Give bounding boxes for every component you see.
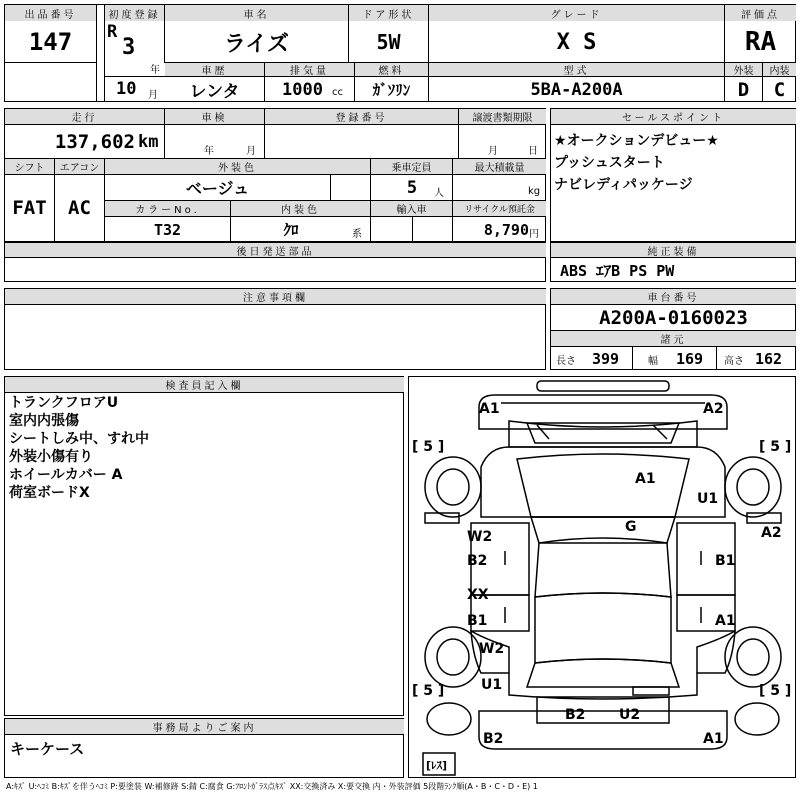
notice-label: 注意事項欄 (5, 289, 546, 304)
capacity-unit: 人 (434, 187, 444, 199)
regno-label: 登録番号 (265, 109, 458, 124)
lot-number: 147 (28, 28, 73, 56)
recycle-fee: 8,790 (483, 220, 529, 239)
damage-left-front-door: B2 (467, 553, 488, 569)
damage-left-rear-pillar: W2 (479, 641, 505, 657)
damage-right-front-door: B1 (715, 553, 736, 569)
inspector-label: 検査員記入欄 (5, 377, 404, 392)
reg-month-unit: 月 (148, 89, 158, 101)
damage-code-legend: A:ｷｽﾞ U:ﾍｺﾐ B:ｷｽﾞを伴うﾍｺﾐ P:要塗装 W:補修跡 S:錆 C:腐食 G:ﾌﾛﾝﾄｶﾞﾗｽ点ｷｽﾞ XX:交換済み X:要交換 内・外装評価 5段階ﾗﾝｸ順(A・B・C・D・E) 1 (6, 782, 538, 791)
fuel: ｶﾞｿﾘﾝ (372, 81, 411, 99)
inspection-month-unit: 月 (246, 145, 256, 157)
ext-rating: D (737, 78, 750, 101)
height: 162 (755, 349, 783, 368)
ext-label: 外装 (725, 63, 762, 76)
inspector-note: シートしみ中、すれ中 (9, 431, 149, 447)
damage-rear-bumper-left: B2 (483, 731, 504, 747)
shift: FAT (12, 197, 47, 219)
reg-label: 初度登録 (105, 5, 164, 21)
office-note: キーケース (10, 739, 85, 758)
damage-left-rear-door-upper: XX (467, 587, 489, 603)
grade-label: グレード (429, 5, 724, 21)
colorno-label: カラーNo. (105, 201, 230, 216)
inspector-notes (9, 394, 399, 502)
chassis-label: 車台番号 (551, 289, 796, 304)
dims-label: 諸元 (551, 331, 796, 346)
lot-label: 出品番号 (5, 5, 96, 21)
transfer-label: 譲渡書類期限 (459, 109, 546, 124)
equipment-label: 純正装備 (551, 243, 796, 257)
car-name: ライズ (223, 31, 290, 57)
displacement: 1000 (282, 79, 323, 100)
sales-point: ナビレディパッケージ (554, 177, 693, 193)
capacity-label: 乗車定員 (371, 159, 452, 174)
width: 169 (676, 349, 704, 368)
inspector-note: 荷室ボードX (9, 485, 90, 501)
color-number: T32 (153, 220, 182, 239)
height-label: 高さ (724, 355, 744, 367)
exterior-color: ベージュ (185, 179, 250, 198)
sales-points-label: セールスポイント (551, 109, 796, 124)
reg-year-unit: 年 (150, 64, 160, 76)
tire-rr-depth: [ 5 ] (759, 683, 792, 699)
model-code: 5BA-A200A (530, 79, 623, 100)
damage-left-rear-door: B1 (467, 613, 488, 629)
transfer-day-unit: 日 (528, 145, 538, 157)
history: レンタ (189, 82, 240, 102)
reg-year: 3 (122, 34, 136, 60)
model-label: 型式 (429, 63, 724, 76)
sales-point: ★オークションデビュー★ (554, 133, 719, 149)
disp-unit: cc (332, 86, 343, 98)
color-label: 外装色 (105, 159, 370, 174)
int-label: 内装 (763, 63, 796, 76)
inspector-note: ホイールカバー A (9, 467, 123, 483)
spare-tire-label: [ﾚｽ] (426, 759, 448, 772)
damage-rear-center-left: B2 (565, 707, 586, 723)
later-parts-label: 後日発送部品 (5, 243, 546, 257)
tire-rl-depth: [ 5 ] (412, 683, 445, 699)
width-label: 幅 (648, 355, 658, 367)
tire-fl-depth: [ 5 ] (412, 439, 445, 455)
length: 399 (592, 349, 620, 368)
air-conditioner: AC (68, 197, 91, 219)
ac-label: エアコン (55, 159, 104, 174)
damage-right-rear-door: A1 (715, 613, 736, 629)
length-label: 長さ (556, 355, 576, 367)
car-damage-diagram (408, 376, 796, 778)
mileage: 137,602 (54, 131, 135, 153)
inspector-note: トランクフロアU (9, 395, 119, 411)
damage-hood: A1 (635, 471, 656, 487)
disp-label: 排気量 (265, 63, 354, 76)
int-rating: C (773, 78, 786, 101)
inspector-note: 室内内張傷 (9, 413, 79, 429)
sales-points-list (554, 130, 794, 196)
inspection-label: 車検 (165, 109, 264, 124)
score-label: 評価点 (725, 5, 796, 21)
load-label: 最大積載量 (453, 159, 546, 174)
office-label: 事務局よりご案内 (5, 719, 404, 734)
inspector-note: 外装小傷有り (9, 449, 93, 465)
damage-front-bumper-left: A1 (479, 401, 500, 417)
mileage-unit: km (138, 132, 159, 152)
capacity: 5 (406, 177, 418, 198)
fuel-label: 燃料 (355, 63, 428, 76)
damage-roof: G (625, 519, 637, 535)
damage-rear-center-right: U2 (619, 707, 641, 723)
damage-right-mirror: A2 (761, 525, 782, 541)
damage-left-front-door-upper: W2 (467, 529, 493, 545)
tire-fr-depth: [ 5 ] (759, 439, 792, 455)
shift-label: シフト (5, 159, 54, 174)
reg-month: 10 (116, 79, 137, 99)
equipment-list: ABS ｴｱB PS PW (560, 261, 675, 280)
damage-front-bumper-right: A2 (703, 401, 724, 417)
score: RA (744, 27, 777, 57)
import-label: 輸入車 (371, 201, 452, 216)
damage-right-front-fender: U1 (697, 491, 719, 507)
load-unit: kg (528, 185, 541, 197)
car-outline-icon (409, 377, 797, 779)
door-type: 5W (376, 30, 401, 54)
interior-color-unit: 系 (352, 228, 362, 240)
reg-era: R (107, 22, 118, 42)
interior-color: ｸﾛ (283, 221, 299, 239)
mileage-label: 走行 (5, 109, 164, 124)
inspection-year-unit: 年 (204, 145, 214, 157)
damage-rear-bumper-right: A1 (703, 731, 724, 747)
name-label: 車名 (165, 5, 348, 21)
intcolor-label: 内装色 (231, 201, 370, 216)
recycle-label: リサイクル預託金 (453, 201, 546, 216)
history-label: 車歴 (165, 63, 264, 76)
damage-left-rear-fender: U1 (481, 677, 503, 693)
door-label: ドア形状 (349, 5, 428, 21)
recycle-unit: 円 (529, 228, 539, 240)
chassis-number: A200A-0160023 (599, 306, 748, 329)
grade: X S (556, 29, 597, 55)
transfer-month-unit: 月 (488, 145, 498, 157)
sales-point: プッシュスタート (554, 155, 665, 171)
